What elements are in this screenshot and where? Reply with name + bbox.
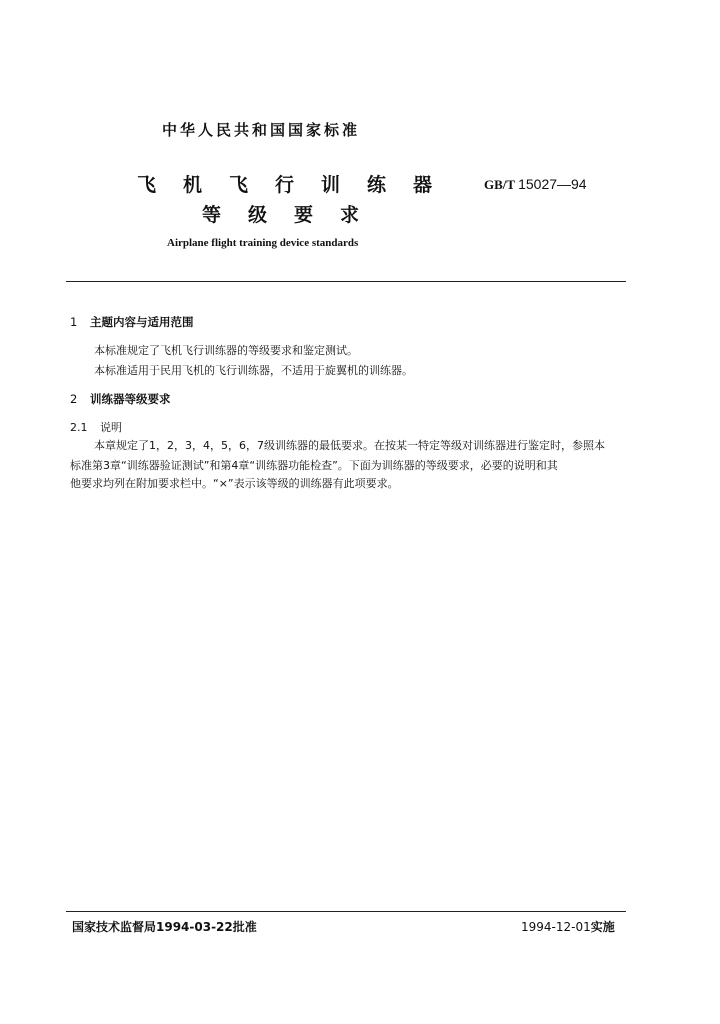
standard-code xyxy=(484,176,587,193)
subsection-2-1-line-2: 标准第3章“训练器验证测试”和第4章“训练器功能检查”。下面为训练器的等级要求，必要的说明和其 xyxy=(70,459,558,472)
issuing-authority: 中华人民共和国国家标准 xyxy=(162,121,361,139)
section-1-paragraph-2: 本标准适用于民用飞机的飞行训练器，不适用于旋翼机的训练器。 xyxy=(94,364,413,377)
standard-title-line1: 飞机飞行训练器 xyxy=(137,174,460,196)
english-title: Airplane flight training device standards xyxy=(167,237,359,249)
subsection-2-1-number: 2.1 xyxy=(70,421,88,434)
section-2-number: 2 xyxy=(70,392,78,406)
effective-label: 实施 xyxy=(590,920,615,934)
section-1-paragraph-1: 本标准规定了飞机飞行训练器的等级要求和鉴定测试。 xyxy=(94,344,358,357)
subsection-2-1-line-3: 他要求均列在附加要求栏中。“×”表示该等级的训练器有此项要求。 xyxy=(70,477,399,490)
header-divider xyxy=(66,281,626,282)
subsection-2-1-line-1: 本章规定了1，2，3，4，5，6，7级训练器的最低要求。在按某一特定等级对训练器进行鉴定时，参照本 xyxy=(94,439,605,452)
effective-note xyxy=(521,918,615,935)
section-2-heading xyxy=(70,391,171,407)
section-2-title: 训练器等级要求 xyxy=(90,392,171,406)
subsection-2-1-heading xyxy=(70,419,122,435)
standard-code-prefix: GB/T xyxy=(484,177,515,192)
section-1-title: 主题内容与适用范围 xyxy=(90,315,194,329)
effective-date: 1994-12-01 xyxy=(521,920,591,934)
subsection-2-1-title: 说明 xyxy=(100,421,122,434)
section-1-heading xyxy=(70,314,194,330)
footer-divider xyxy=(66,911,626,912)
section-1-number: 1 xyxy=(70,315,78,329)
approval-note: 国家技术监督局1994-03-22批准 xyxy=(72,920,257,934)
standard-title-line2: 等级要求 xyxy=(202,204,387,226)
standard-code-number: 15027—94 xyxy=(518,176,587,192)
